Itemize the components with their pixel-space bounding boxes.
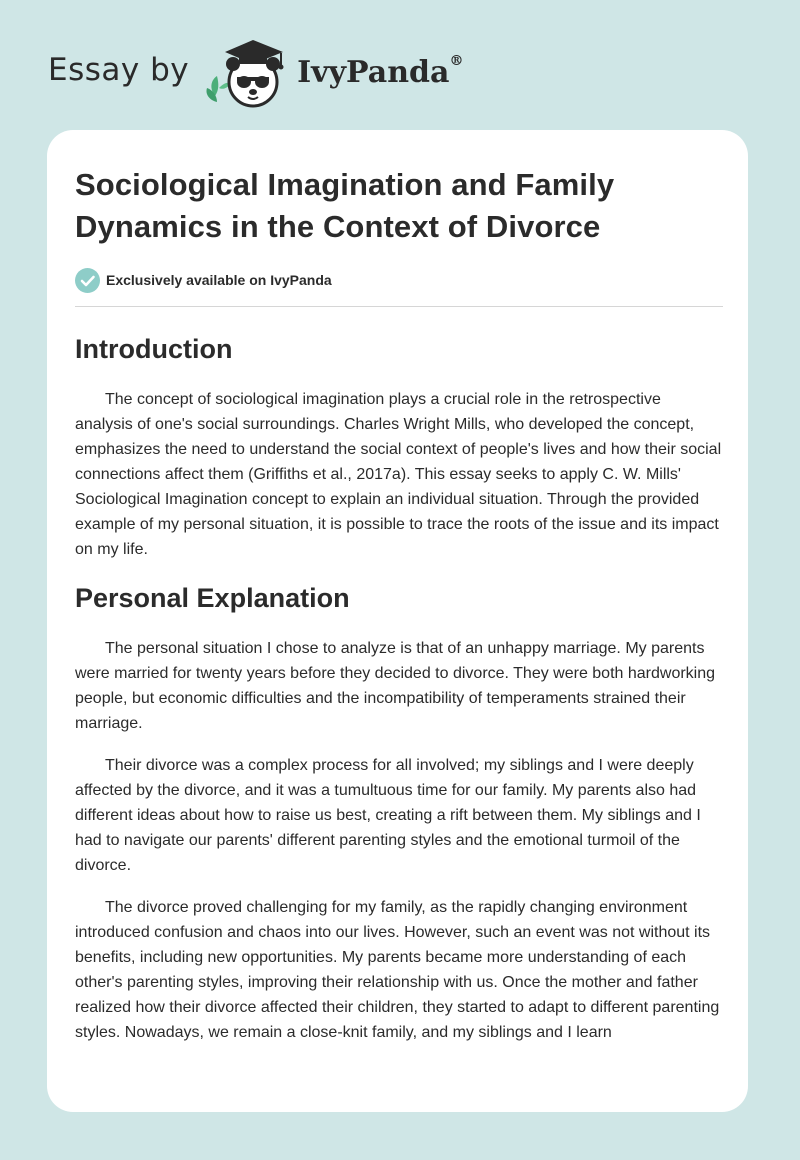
essay-card xyxy=(47,130,748,1112)
paragraph: Their divorce was a complex process for all involved; my siblings and I were deeply affected by the divorce, and it was a tumultuous time for our family. My parents also had different ideas about how to raise us best, creating a rift between them. My siblings and I had to navigate our parents' different parenting styles and the emotional turmoil of the divorce. xyxy=(75,757,701,874)
exclusive-label: Exclusively available on IvyPanda xyxy=(106,272,332,288)
section-heading: Introduction xyxy=(75,334,233,364)
essay-content xyxy=(75,164,723,1045)
exclusive-badge xyxy=(75,266,723,294)
paragraph: The personal situation I chose to analyze is that of an unhappy marriage. My parents were married for twenty years before they decided to divorce. They were both hardworking people, but economic difficulties and the incompatibility of temperaments strained their marriage. xyxy=(75,640,716,732)
page-title: Sociological Imagination and Family Dynamics in the Context of Divorce xyxy=(75,167,615,244)
brand-name: IvyPanda® xyxy=(297,52,464,90)
paragraph: The concept of sociological imagination plays a crucial role in the retrospective analysis of one's social surroundings. Charles Wright Mills, who developed the concept, emphasizes the need to understand the social context of people's lives and how their social connections affect them (Griffiths et al., 2017a). This essay seeks to apply C. W. Mills' Sociological Imagination concept to explain an individual situation. Through the provided example of my personal situation, it is possible to trace the roots of the issue and its impact on my life. xyxy=(75,391,722,558)
essay-by-label: Essay by xyxy=(48,52,190,88)
paragraph: The divorce proved challenging for my family, as the rapidly changing environment introduced confusion and chaos into our lives. However, such an event was not without its benefits, including new opportunities. My parents became more understanding of each other's parenting styles, improving their relationship with us. Once the mother and father realized how their divorce affected their children, they started to adapt to different parenting styles. Nowadays, we remain a close-knit family, and my siblings and I learn xyxy=(75,899,720,1041)
section-introduction xyxy=(75,331,723,562)
section-personal-explanation xyxy=(75,580,723,1045)
section-heading: Personal Explanation xyxy=(75,583,350,613)
site-header xyxy=(48,30,463,110)
check-circle-icon xyxy=(75,268,100,293)
panda-graduation-cap-icon xyxy=(203,30,295,110)
title-divider xyxy=(75,306,723,307)
